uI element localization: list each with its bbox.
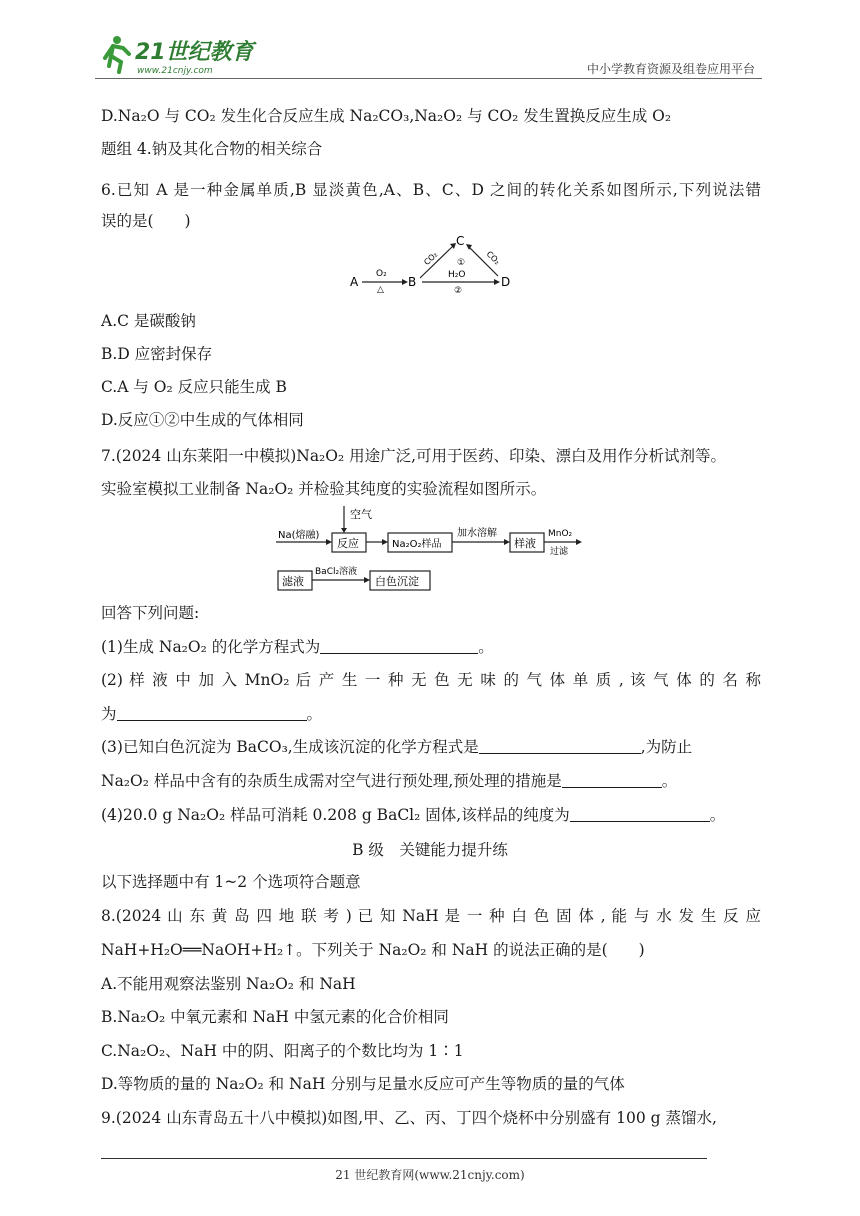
footer-divider	[101, 1158, 707, 1159]
label-co2-right: CO₂	[484, 249, 502, 267]
q7-flow-diagram	[274, 502, 594, 594]
node-d: D	[501, 275, 511, 289]
node-a: A	[350, 275, 359, 289]
q8-stem: 8.(2024 山 东 黄 岛 四 地 联 考 ) 已 知 NaH 是 一 种 白 色 固 体 , 能 与 水 发 生 反 应	[101, 907, 761, 925]
node-c: C	[456, 234, 465, 248]
q7-stem-cont: 实验室模拟工业制备 Na₂O₂ 并检验其纯度的实验流程如图所示。	[101, 480, 547, 498]
q7-part-4: (4)20.0 g Na₂O₂ 样品可消耗 0.208 g BaCl₂ 固体,该样品的纯度为 。	[101, 806, 726, 824]
label-circle-1: ①	[457, 258, 466, 268]
box-precip: 白色沉淀	[375, 575, 419, 588]
q6-stem-cont: 误的是( )	[101, 212, 191, 230]
group-title: 题组 4.钠及其化合物的相关综合	[101, 140, 323, 158]
q7-part-1: (1)生成 Na₂O₂ 的化学方程式为 。	[101, 638, 494, 656]
label-circle-2: ②	[454, 286, 463, 296]
label-dissolve: 加水溶解	[457, 528, 497, 539]
q7-part-3-cont: Na₂O₂ 样品中含有的杂质生成需对空气进行预处理,预处理的措施是 。	[101, 772, 678, 790]
q6-option-d: D.反应①②中生成的气体相同	[101, 411, 304, 429]
q7-stem: 7.(2024 山东莱阳一中模拟)Na₂O₂ 用途广泛,可用于医药、印染、漂白及用作分析试剂等。	[101, 447, 727, 465]
answer-blank-3[interactable]	[479, 738, 641, 754]
q9-stem: 9.(2024 山东青岛五十八中模拟)如图,甲、乙、丙、丁四个烧杯中分别盛有 100 g 蒸馏水,	[101, 1109, 717, 1127]
answer-blank-5[interactable]	[570, 806, 710, 822]
q8-option-a: A.不能用观察法鉴别 Na₂O₂ 和 NaH	[101, 975, 356, 993]
page-header	[95, 30, 765, 78]
section-note: 以下选择题中有 1~2 个选项符合题意	[101, 873, 361, 891]
label-co2-left: CO₂	[422, 250, 440, 268]
q7-part-2-cont: 为 。	[101, 705, 323, 723]
box-liquid: 样液	[514, 537, 536, 550]
answer-blank-4[interactable]	[562, 772, 662, 788]
q8-option-d: D.等物质的量的 Na₂O₂ 和 NaH 分别与足量水反应可产生等物质的量的气体	[101, 1075, 625, 1093]
box-sample: Na₂O₂样品	[392, 539, 442, 550]
label-h2o: H₂O	[448, 270, 466, 280]
q7-part-3: (3)已知白色沉淀为 BaCO₃,生成该沉淀的化学方程式是 ,为防止	[101, 738, 693, 756]
q7-part-2: (2) 样 液 中 加 入 MnO₂ 后 产 生 一 种 无 色 无 味 的 气 体 单 质 , 该 气 体 的 名 称	[101, 671, 761, 689]
page-footer: 21 世纪教育网(www.21cnjy.com)	[335, 1168, 525, 1182]
q6-option-b: B.D 应密封保存	[101, 345, 213, 363]
node-b: B	[408, 275, 417, 289]
q8-option-c: C.Na₂O₂、NaH 中的阴、阳离子的个数比均为 1∶1	[101, 1042, 464, 1060]
label-bacl2: BaCl₂溶液	[315, 567, 358, 577]
label-air: 空气	[350, 508, 372, 521]
q6-stem: 6.已知 A 是一种金属单质,B 显淡黄色,A、B、C、D 之间的转化关系如图所示,下列说法错	[101, 181, 761, 199]
header-divider	[95, 78, 762, 79]
box-react: 反应	[337, 537, 359, 550]
box-filtrate: 滤液	[282, 575, 304, 588]
q6-conversion-diagram	[340, 232, 520, 298]
label-mno2: MnO₂	[548, 529, 573, 539]
q8-option-b: B.Na₂O₂ 中氧元素和 NaH 中氢元素的化合价相同	[101, 1008, 449, 1026]
header-platform-text: 中小学教育资源及组卷应用平台	[586, 62, 755, 76]
label-heat: △	[377, 285, 384, 295]
label-na: Na(熔融)	[278, 530, 320, 541]
logo	[95, 32, 265, 76]
svg-text:21世纪教育: 21世纪教育	[135, 40, 254, 65]
answer-blank-1[interactable]	[320, 638, 478, 654]
q5-option-d: D.Na₂O 与 CO₂ 发生化合反应生成 Na₂CO₃,Na₂O₂ 与 CO₂ 发生置换反应生成 O₂	[101, 107, 672, 125]
answer-blank-2[interactable]	[117, 705, 307, 721]
section-b-title: B 级 关键能力提升练	[352, 841, 508, 859]
q6-option-c: C.A 与 O₂ 反应只能生成 B	[101, 378, 287, 396]
label-o2: O₂	[376, 269, 387, 279]
label-filter: 过滤	[550, 547, 569, 557]
q6-option-a: A.C 是碳酸钠	[101, 312, 196, 330]
svg-text:www.21cnjy.com: www.21cnjy.com	[137, 66, 213, 76]
q7-prompt: 回答下列问题:	[101, 604, 200, 622]
q8-stem-cont: NaH+H₂O══NaOH+H₂↑。下列关于 Na₂O₂ 和 NaH 的说法正确的是( )	[101, 941, 645, 959]
runner-icon	[105, 36, 129, 72]
